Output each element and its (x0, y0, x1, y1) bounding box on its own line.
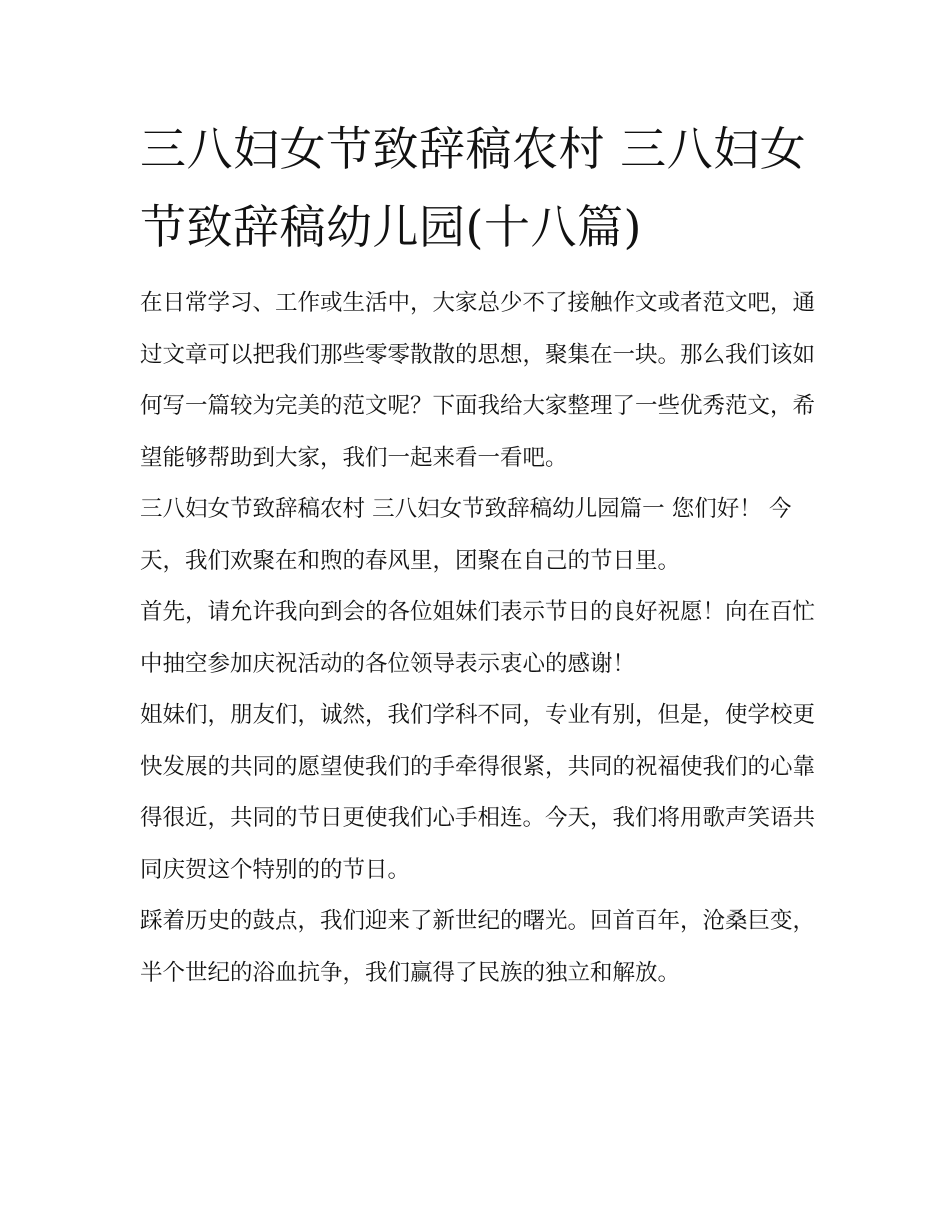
paragraph-history: 踩着历史的鼓点，我们迎来了新世纪的曙光。回首百年，沧桑巨变，半个世纪的浴血抗争，我们赢得了民族的独立和解放。 (140, 908, 816, 986)
document-title: 三八妇女节致辞稿农村 三八妇女节致辞稿幼儿园(十八篇) (140, 122, 807, 254)
paragraph-greeting: 三八妇女节致辞稿农村 三八妇女节致辞稿幼儿园篇一 您们好！ 今天，我们欢聚在和煦的春风里，团聚在自己的节日里。 (140, 496, 792, 574)
paragraph-sisters: 姐妹们，朋友们，诚然，我们学科不同，专业有别，但是，使学校更快发展的共同的愿望使我们的手牵得很紧，共同的祝福使我们的心靠得很近，共同的节日更使我们心手相连。今天，我们将用歌声笑语共同庆贺这个特别的的节日。 (140, 702, 816, 883)
paragraph-wishes: 首先，请允许我向到会的各位姐妹们表示节日的良好祝愿！向在百忙中抽空参加庆祝活动的各位领导表示衷心的感谢！ (140, 599, 816, 677)
title-spacer (140, 266, 830, 278)
paragraph-intro: 在日常学习、工作或生活中，大家总少不了接触作文或者范文吧，通过文章可以把我们那些零零散散的思想，聚集在一块。那么我们该如何写一篇较为完美的范文呢？下面我给大家整理了一些优秀范文，希望能够帮助到大家，我们一起来看一看吧。 (140, 290, 816, 471)
